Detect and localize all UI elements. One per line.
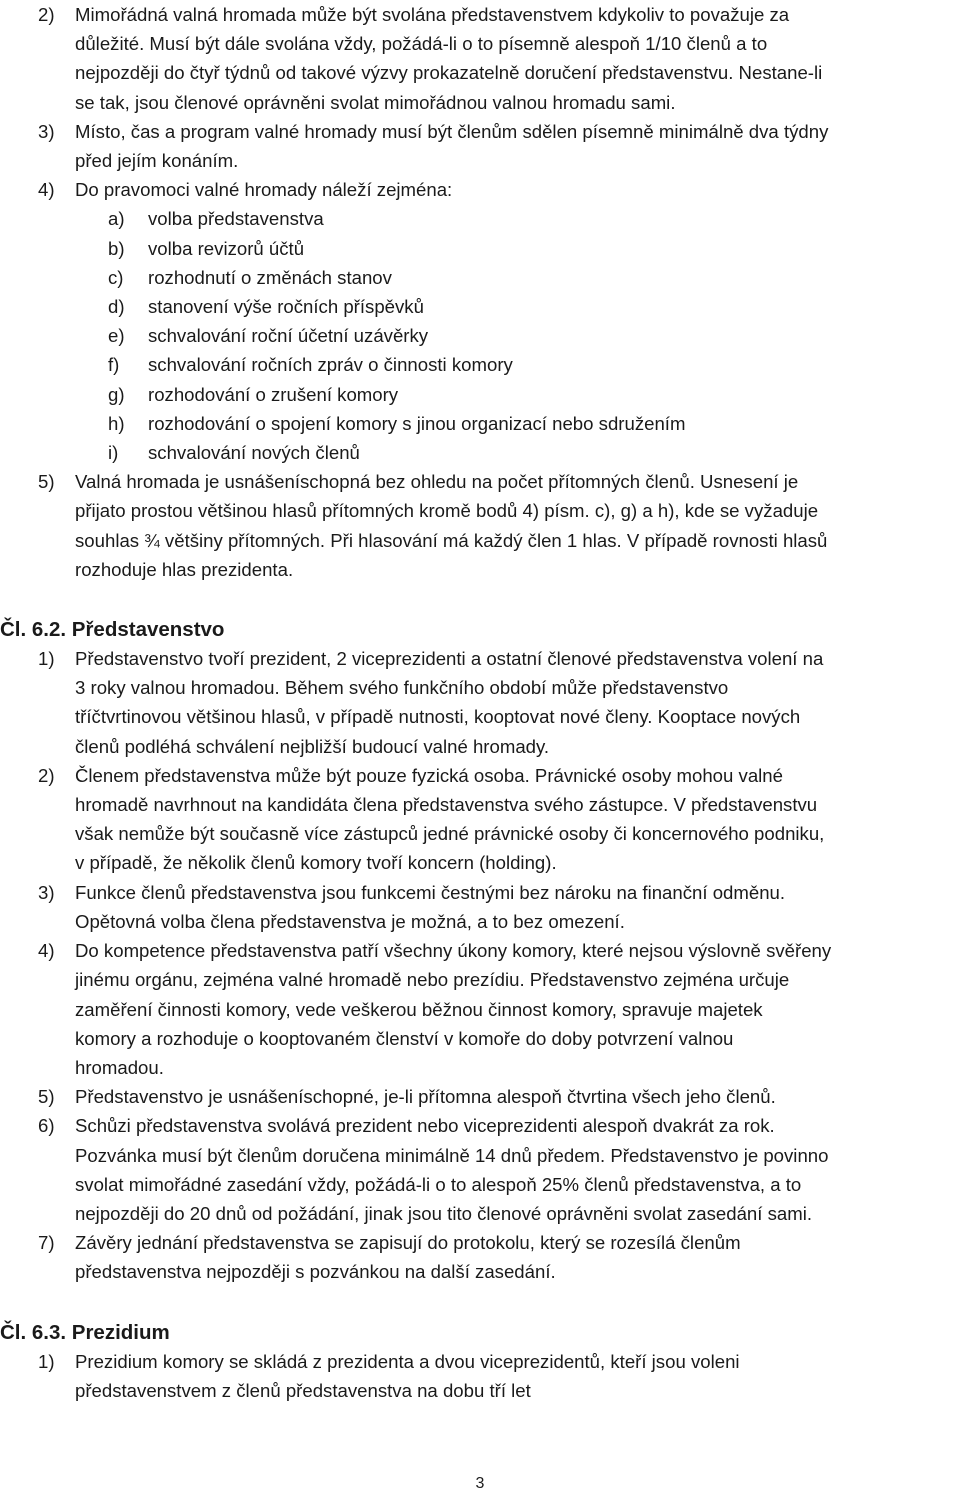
sub-item-letter: d)	[108, 296, 125, 318]
item-number: 5)	[38, 1086, 55, 1108]
sub-item	[38, 321, 958, 350]
sub-item-letter: a)	[108, 208, 125, 230]
item-number: 1)	[38, 1350, 55, 1372]
list-item	[38, 1347, 958, 1405]
sub-item	[38, 292, 958, 321]
list-item	[38, 117, 958, 175]
sub-item-text: schvalování nových členů	[148, 442, 360, 464]
sub-item-text: schvalování roční účetní uzávěrky	[148, 325, 429, 347]
page-number: 3	[475, 1475, 485, 1492]
item-text: Představenstvo tvoří prezident, 2 viceprezidenti a ostatní členové představenstva volení na 3 roky valnou hromadou. Během svého funkčního období může představenstvo tříčtvrtinovou většinou hlasů, v případě nutnosti, kooptovat nové členy. Kooptace nových členů podléhá schválení nejbližší budoucí valné hromady.	[75, 648, 824, 757]
list-item	[38, 878, 958, 936]
list-item	[38, 761, 958, 878]
sub-item	[38, 263, 958, 292]
sub-item-text: schvalování ročních zpráv o činnosti komory	[148, 354, 513, 376]
list-item	[38, 467, 958, 584]
item-number: 5)	[38, 471, 55, 493]
list-item	[38, 1082, 958, 1111]
sub-item-letter: b)	[108, 237, 125, 259]
item-text: Mimořádná valná hromada může být svolána představenstvem kdykoliv to považuje za důležité. Musí být dále svolána vždy, požádá-li o to písemně alespoň 1/10 členů a to nejpozději do čtyř týdnů od takové výzvy prokazatelně doručení představenstvu. Nestane-li se tak, jsou členové oprávněni svolat mimořádnou valnou hromadu sami.	[75, 4, 823, 113]
sub-item-letter: c)	[108, 266, 124, 288]
item-number: 1)	[38, 648, 55, 670]
sub-item-letter: i)	[108, 442, 119, 464]
item-number: 4)	[38, 940, 55, 962]
item-number: 3)	[38, 120, 55, 142]
sub-item	[38, 204, 958, 233]
item-number: 3)	[38, 881, 55, 903]
list-item	[38, 175, 958, 204]
sub-item-text: rozhodnutí o změnách stanov	[148, 266, 392, 288]
sub-item-text: rozhodování o spojení komory s jinou organizací nebo sdružením	[148, 412, 686, 434]
sub-item-text: stanovení výše ročních příspěvků	[148, 296, 424, 318]
sub-item-text: rozhodování o zrušení komory	[148, 383, 399, 405]
item-text: Schůzi představenstva svolává prezident nebo viceprezidenti alespoň dvakrát za rok. Pozvánka musí být členům doručena minimálně 14 dnů předem. Představenstvo je povinno svolat mimořádné zasedání vždy, požádá-li o to alespoň 25% členů představenstva, a to nejpozději do 20 dnů od požádání, jinak jsou tito členové oprávněni svolat zasedání sami.	[75, 1115, 829, 1224]
item-text: Valná hromada je usnášeníschopná bez ohledu na počet přítomných členů. Usnesení je přijato prostou většinou hlasů přítomných kromě bodů 4) písm. c), g) a h), kde se vyžaduje souhlas ¾ většiny přítomných. Při hlasování má každý člen 1 hlas. V případě rovnosti hlasů rozhoduje hlas prezidenta.	[75, 471, 828, 580]
item-text: Místo, čas a program valné hromady musí být členům sdělen písemně minimálně dva týdny před jejím konáním.	[75, 120, 829, 172]
sub-item	[38, 350, 958, 379]
item-text: Do kompetence představenstva patří všechny úkony komory, které nejsou výslovně svěřeny jinému orgánu, zejména valné hromadě nebo prezídiu. Představenstvo zejména určuje zaměření činnosti komory, vede veškerou běžnou činnost komory, spravuje majetek komory a rozhoduje o kooptovaném členství v komoře do doby potvrzení valnou hromadou.	[75, 940, 832, 1078]
item-text: Členem představenstva může být pouze fyzická osoba. Právnické osoby mohou valné hromadě navrhnout na kandidáta člena představenstva svého zástupce. V představenstvu však nemůže být současně více zástupců jedné právnické osoby či koncernového podniku, v případě, že několik členů komory tvoří koncern (holding).	[75, 764, 825, 874]
sub-item-letter: h)	[108, 412, 125, 434]
item-text: Představenstvo je usnášeníschopné, je-li přítomna alespoň čtvrtina všech jeho členů.	[75, 1086, 776, 1108]
item-text: Prezidium komory se skládá z prezidenta a dvou viceprezidentů, kteří jsou voleni představenstvem z členů představenstva na dobu tří let	[75, 1350, 740, 1401]
sub-item-letter: f)	[108, 354, 120, 376]
sub-item-text: volba představenstva	[148, 208, 324, 230]
item-number: 6)	[38, 1115, 55, 1137]
item-text: Funkce členů představenstva jsou funkcemi čestnými bez nároku na finanční odměnu. Opětovná volba člena představenstva je možná, a to bez omezení.	[75, 881, 786, 932]
list-item	[38, 1111, 958, 1228]
sub-item	[38, 234, 958, 263]
item-text: Do pravomoci valné hromady náleží zejména:	[75, 179, 453, 201]
sub-item-letter: e)	[108, 325, 125, 347]
sub-item	[38, 409, 958, 438]
list-item	[38, 936, 958, 1082]
list-item	[38, 644, 958, 761]
item-number: 4)	[38, 179, 55, 201]
section-heading-prezidium: Čl. 6.3. Prezidium	[0, 1320, 170, 1344]
item-number: 7)	[38, 1232, 55, 1254]
list-item	[38, 1228, 958, 1286]
item-number: 2)	[38, 764, 55, 786]
item-number: 2)	[38, 4, 55, 25]
sub-item-letter: g)	[108, 383, 125, 405]
sub-item	[38, 438, 958, 467]
sub-item	[38, 380, 958, 409]
sub-item-text: volba revizorů účtů	[148, 237, 305, 259]
list-item	[38, 0, 958, 117]
section-heading-predstavenstvo: Čl. 6.2. Představenstvo	[0, 618, 225, 642]
item-text: Závěry jednání představenstva se zapisují do protokolu, který se rozesílá členům představenstva nejpozději s pozvánkou na další zasedání.	[75, 1232, 741, 1283]
